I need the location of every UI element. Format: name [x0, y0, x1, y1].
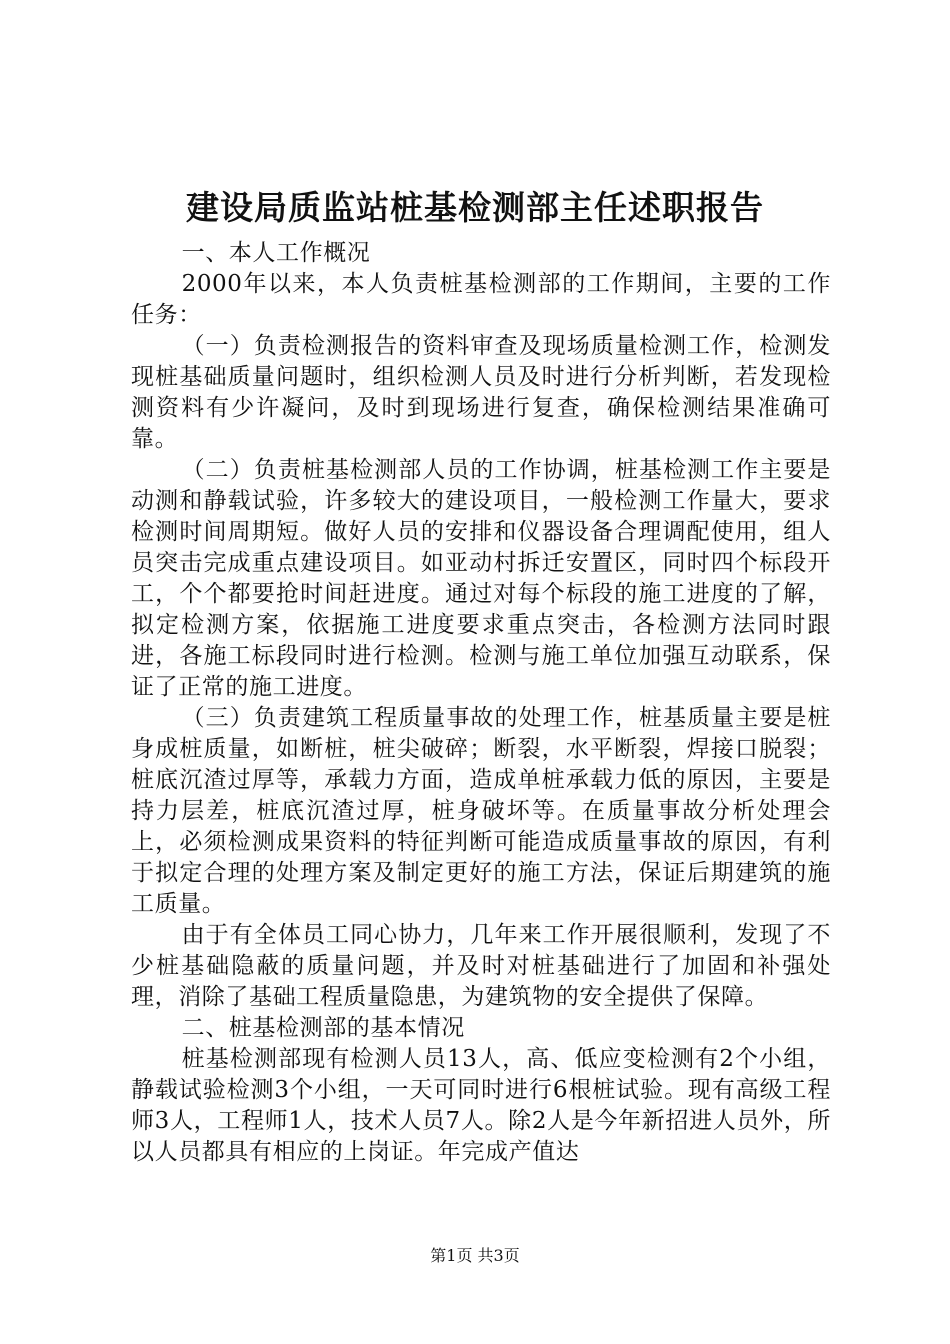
page-footer: 第1页 共3页: [430, 1246, 520, 1265]
paragraph: 由于有全体员工同心协力，几年来工作开展很顺利，发现了不少桩基础隐蔽的质量问题，并及时对桩基础进行了加固和补强处理，消除了基础工程质量隐患，为建筑物的安全提供了保障。: [131, 922, 831, 1010]
document-title: 建设局质监站桩基检测部主任述职报告: [186, 188, 764, 227]
paragraph: （一）负责检测报告的资料审查及现场质量检测工作，检测发现桩基础质量问题时，组织检测人员及时进行分析判断，若发现检测资料有少许凝问，及时到现场进行复查，确保检测结果准确可靠。: [131, 333, 831, 452]
paragraph: 2000年以来，本人负责桩基检测部的工作期间，主要的工作任务：: [131, 271, 831, 328]
document-body: [131, 238, 831, 1168]
paragraph: （二）负责桩基检测部人员的工作协调，桩基检测工作主要是动测和静载试验，许多较大的建设项目，一般检测工作量大，要求检测时间周期短。做好人员的安排和仪器设备合理调配使用，组人员突击完成重点建设项目。如亚动村拆迁安置区，同时四个标段开工，个个都要抢时间赶进度。通过对每个标段的施工进度的了解，拟定检测方案，依据施工进度要求重点突击，各检测方法同时跟进，各施工标段同时进行检测。检测与施工单位加强互动联系，保证了正常的施工进度。: [131, 457, 831, 700]
section-heading: 一、本人工作概况: [181, 240, 371, 266]
section-heading: 二、桩基检测部的基本情况: [181, 1015, 465, 1041]
paragraph: 桩基检测部现有检测人员13人，高、低应变检测有2个小组，静载试验检测3个小组，一天可同时进行6根桩试验。现有高级工程师3人，工程师1人，技术人员7人。除2人是今年新招进人员外，所以人员都具有相应的上岗证。年完成产值达: [131, 1046, 831, 1165]
paragraph: （三）负责建筑工程质量事故的处理工作，桩基质量主要是桩身成桩质量，如断桩，桩尖破碎；断裂，水平断裂，焊接口脱裂；桩底沉渣过厚等，承载力方面，造成单桩承载力低的原因，主要是持力层差，桩底沉渣过厚，桩身破坏等。在质量事故分析处理会上，必须检测成果资料的特征判断可能造成质量事故的原因，有利于拟定合理的处理方案及制定更好的施工方法，保证后期建筑的施工质量。: [131, 705, 831, 917]
